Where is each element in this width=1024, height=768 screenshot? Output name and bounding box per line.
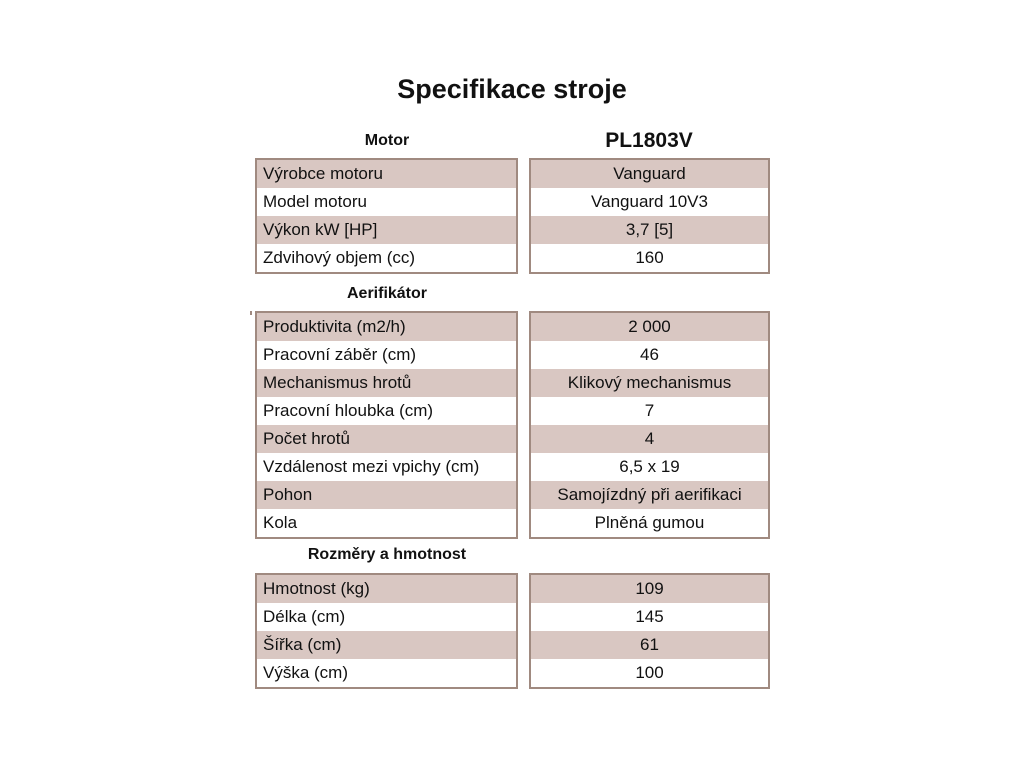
spec-value: 7 (644, 401, 655, 420)
spec-label: Mechanismus hrotů (257, 369, 516, 397)
spec-label: Vzdálenost mezi vpichy (cm) (263, 457, 480, 476)
spec-value: 6,5 x 19 (619, 457, 680, 476)
aerifikator-values-table (529, 311, 770, 539)
spec-label: Šířka (cm) (257, 631, 516, 659)
spec-value: 145 (635, 607, 664, 626)
divider-mark (250, 311, 252, 315)
motor-labels-table (255, 158, 518, 274)
spec-label: Výška (cm) (263, 663, 348, 682)
spec-label: Produktivita (m2/h) (257, 313, 516, 341)
spec-value: 2 000 (531, 313, 768, 341)
spec-value: 61 (531, 631, 768, 659)
spec-label: Výrobce motoru (257, 160, 516, 188)
spec-value: 4 (531, 425, 768, 453)
rozmery-labels-table (255, 573, 518, 689)
spec-value: 3,7 [5] (531, 216, 768, 244)
spec-label: Pracovní záběr (cm) (263, 345, 417, 364)
spec-label: Počet hrotů (257, 425, 516, 453)
spec-label: Výkon kW [HP] (257, 216, 516, 244)
spec-value: 100 (635, 663, 664, 682)
section-label-aerifikator: Aerifikátor (346, 285, 428, 302)
spec-label: Hmotnost (kg) (257, 575, 516, 603)
spec-value: 160 (635, 248, 664, 267)
spec-value: Samojízdný při aerifikaci (531, 481, 768, 509)
motor-values-table (529, 158, 770, 274)
spec-label: Zdvihový objem (cc) (263, 248, 416, 267)
spec-value: Vanguard 10V3 (591, 192, 708, 211)
spec-label: Pracovní hloubka (cm) (263, 401, 434, 420)
spec-label: Pohon (257, 481, 516, 509)
spec-value: Klikový mechanismus (531, 369, 768, 397)
spec-label: Délka (cm) (263, 607, 346, 626)
spec-value: 109 (531, 575, 768, 603)
model-label: PL1803V (605, 129, 693, 152)
spec-label: Model motoru (263, 192, 367, 211)
aerifikator-labels-table (255, 311, 518, 539)
section-label-motor: Motor (364, 132, 410, 149)
rozmery-values-table (529, 573, 770, 689)
spec-value: 46 (640, 345, 659, 364)
section-label-rozmery: Rozměry a hmotnost (307, 546, 467, 563)
page-title: Specifikace stroje (397, 74, 627, 104)
spec-label: Kola (263, 513, 298, 532)
spec-value: Plněná gumou (594, 513, 705, 532)
spec-value: Vanguard (531, 160, 768, 188)
